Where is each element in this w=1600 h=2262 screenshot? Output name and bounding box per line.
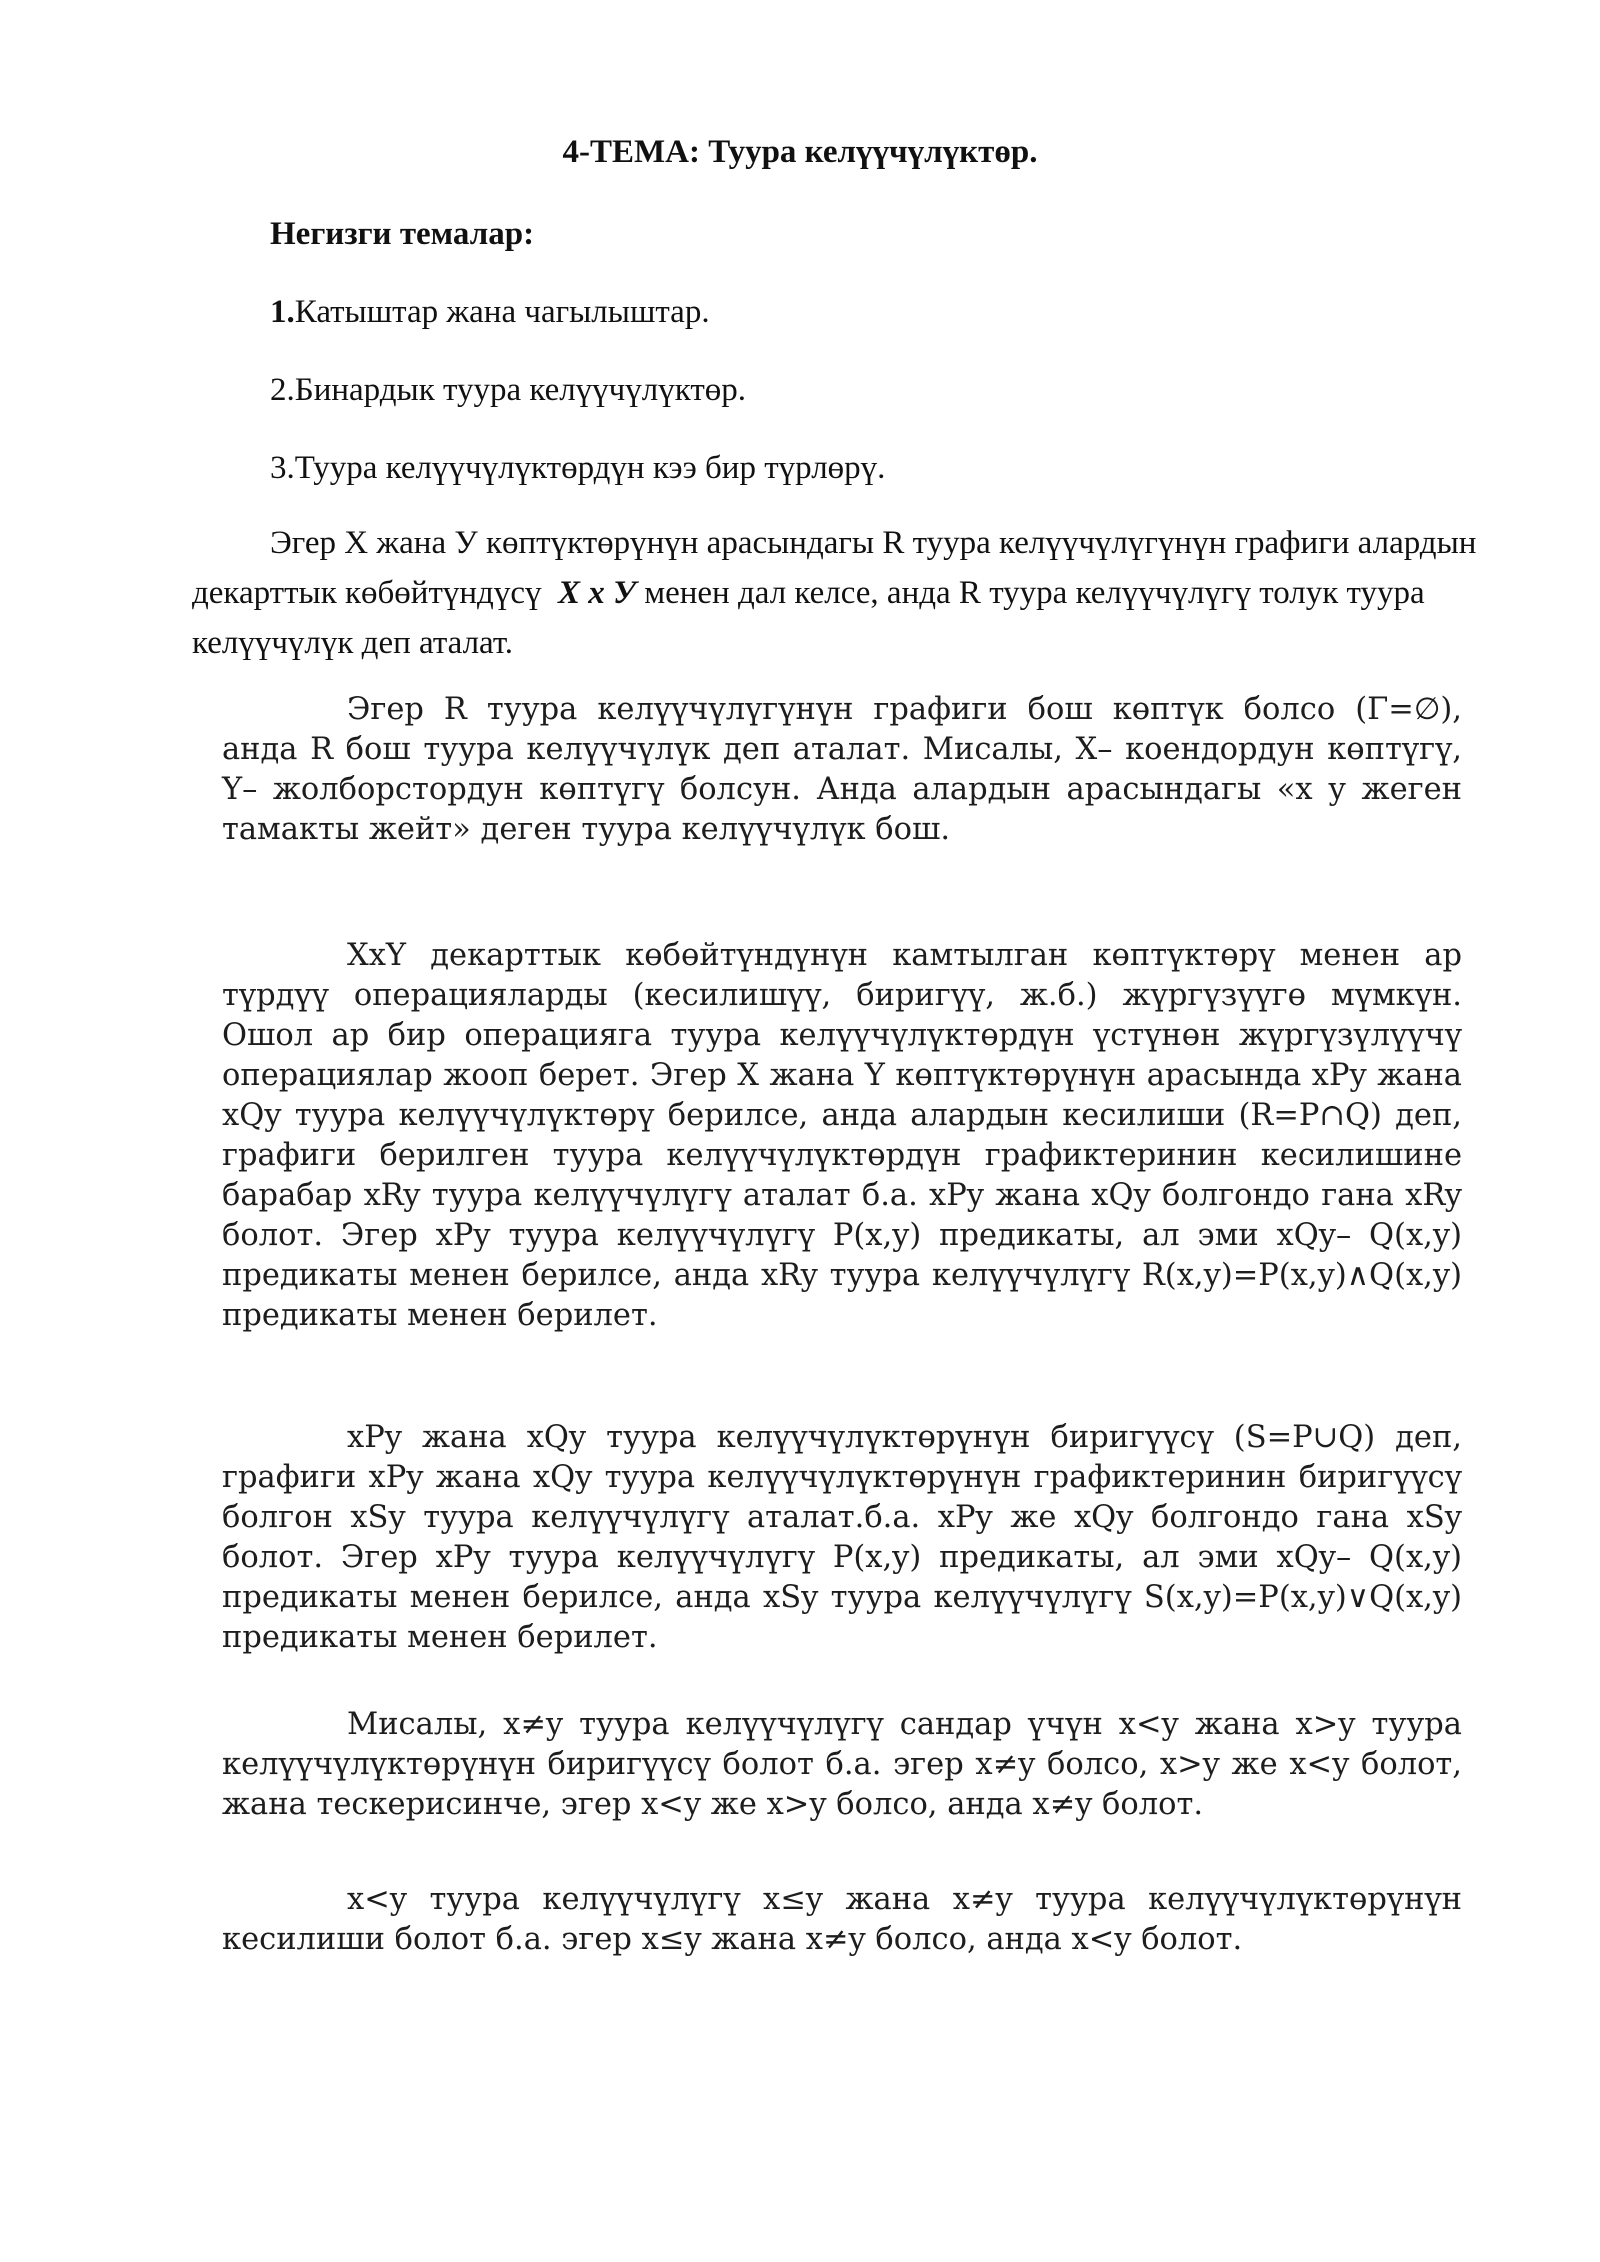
cartesian-product: X x У bbox=[557, 575, 636, 611]
scanned-paragraph bbox=[222, 1705, 1462, 1825]
scanned-paragraph bbox=[222, 1418, 1462, 1658]
paragraph-text: Мисалы, x≠y туура келүүчүлүгү сандар үчүн x<y жана x>y туура келүүчүлүктөрүнүн биригүүсү болот б.а. эгер x≠y болсо, x>y же x<y болот, жана тескерисинче, эгер x<y же x>y болсо, анда x≠y болот. bbox=[222, 1707, 1462, 1822]
page-title: 4-ТЕМА: Туура келүүчүлүктөр. bbox=[562, 134, 1038, 170]
topic-number: 3. bbox=[270, 450, 295, 486]
topic-text: Бинардык туура келүүчүлүктөр. bbox=[294, 372, 747, 408]
topic-item bbox=[270, 294, 710, 331]
paragraph-text: Эгер R туура келүүчүлүгүнүн графиги бош көптүк болсо (Γ=∅), анда R бош туура келүүчүлүк деп аталат. Мисалы, X– коендордун көптүгү, Y– жолборстордун көптүгү болсун. Анда алардын арасындагы «x у жеген тамакты жейт» деген туура келүүчүлүк бош. bbox=[222, 692, 1462, 847]
paragraph-text: xPy жана xQy туура келүүчүлүктөрүнүн биригүүсү (S=P∪Q) деп, графиги xPy жана xQy туура келүүчүлүктөрүнүн графиктеринин биригүүсү болгон xSy туура келүүчүлүгү аталат.б.а. xPy же xQy болгондо гана xSy болот. Эгер xPy туура келүүчүлүгү P(x,y) предикаты, ал эми xQy– Q(x,y) предикаты менен берилсе, анда xSy туура келүүчүлүгү S(x,y)=P(x,y)∨Q(x,y) предикаты менен берилет. bbox=[222, 1420, 1462, 1655]
scanned-paragraph bbox=[222, 690, 1462, 850]
intro-text-end: менен дал келсе, анда R туура келүүчүлүгү толук туура келүүчүлүк деп аталат. bbox=[192, 575, 1425, 661]
intro-paragraph bbox=[192, 518, 1492, 668]
topic-item bbox=[270, 450, 885, 487]
topic-text: Туура келүүчүлүктөрдүн кээ бир түрлөрү. bbox=[294, 450, 886, 486]
topic-number: 1. bbox=[270, 294, 295, 330]
scanned-paragraph bbox=[222, 1880, 1462, 1960]
topic-item bbox=[270, 372, 746, 409]
intro-text: Эгер X жана У көптүктөрүнүн арасындагы R туура келүүчүлүгүнүн графиги алардын декарттык көбөйтүндүсү bbox=[192, 525, 1477, 611]
paragraph-text: x<y туура келүүчүлүгү x≤y жана x≠y туура келүүчүлүктөрүнүн кесилиши болот б.а. эгер x≤y жана x≠y болсо, анда x<y болот. bbox=[222, 1882, 1462, 1957]
topics-heading: Негизги темалар: bbox=[270, 216, 535, 252]
topic-number: 2. bbox=[270, 372, 295, 408]
scanned-paragraph bbox=[222, 936, 1462, 1336]
paragraph-text: XxY декарттык көбөйтүндүнүн камтылган көптүктөрү менен ар түрдүү операцияларды (кесилишүү, биригүү, ж.б.) жүргүзүүгө мүмкүн. Ошол ар бир операцияга туура келүүчүлүктөрдүн үстүнөн жүргүзүлүүчү операциялар жооп берет. Эгер X жана Y көптүктөрүнүн арасында xPy жана xQy туура келүүчүлүктөрү берилсе, анда алардын кесилиши (R=P∩Q) деп, графиги берилген туура келүүчүлүктөрдүн графиктеринин кесилишине барабар xRy туура келүүчүлүгү аталат б.а. xPy жана xQy болгондо гана xRy болот. Эгер xPy туура келүүчүлүгү P(x,y) предикаты, ал эми xQy– Q(x,y) предикаты менен берилсе, анда xRy туура келүүчүлүгү R(x,y)=P(x,y)∧Q(x,y) предикаты менен берилет. bbox=[222, 938, 1462, 1333]
topic-text: Катыштар жана чагылыштар. bbox=[294, 294, 710, 330]
